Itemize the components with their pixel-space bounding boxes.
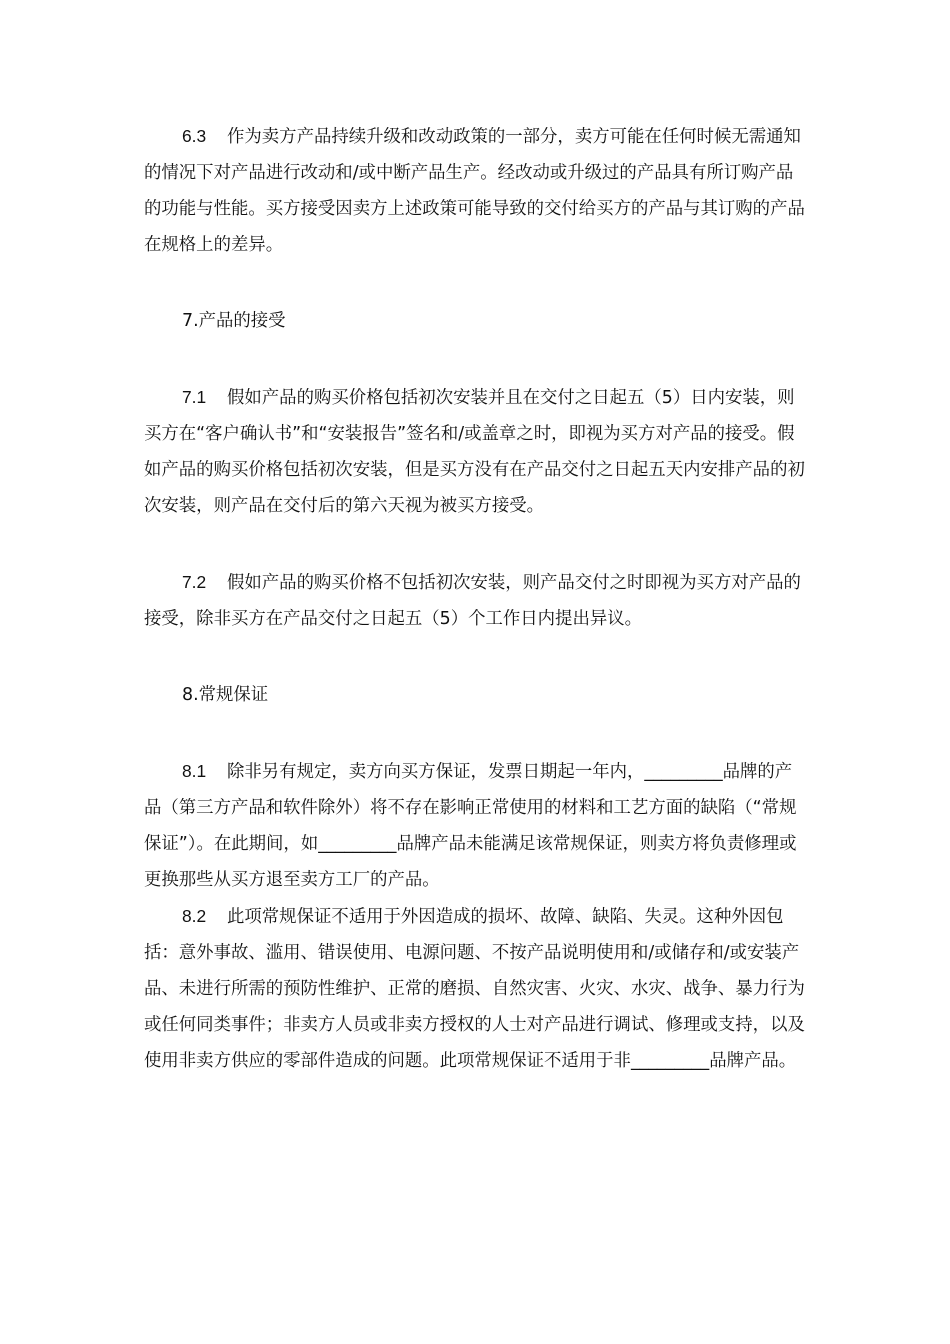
clause-number: 8.2: [182, 906, 207, 926]
clause-8-2: [144, 898, 808, 1079]
clause-number: 6.3: [182, 126, 207, 146]
clause-7-1: [144, 379, 808, 524]
clause-text: 此项常规保证不适用于外因造成的损坏、故障、缺陷、失灵。这种外因包括：意外事故、滥用、错误使用、电源问题、不按产品说明使用和/或储存和/或安装产品、未进行所需的预防性维护、正常的磨损、自然灾害、火灾、水灾、战争、暴力行为或任何同类事件；非卖方人员或非卖方授权的人士对产品进行调试、修理或支持，以及使用非卖方供应的零部件造成的问题。此项常规保证不适用于非_________品牌产品。: [144, 907, 805, 1071]
section-heading-8: 8.常规保证: [182, 685, 269, 705]
clause-8-1: [144, 753, 808, 898]
clause-number: 8.1: [182, 761, 207, 781]
section-heading-7: 7.产品的接受: [182, 311, 286, 331]
clause-text: 除非另有规定，卖方向买方保证，发票日期起一年内，_________品牌的产品（第三方产品和软件除外）将不存在影响正常使用的材料和工艺方面的缺陷（“常规保证”）。在此期间，如_________品牌产品未能满足该常规保证，则卖方将负责修理或更换那些从买方退至卖方工厂的产品。: [144, 762, 797, 890]
clause-text: 假如产品的购买价格包括初次安装并且在交付之日起五（5）日内安装，则买方在“客户确认书”和“安装报告”签名和/或盖章之时，即视为买方对产品的接受。假如产品的购买价格包括初次安装，但是买方没有在产品交付之日起五天内安排产品的初次安装，则产品在交付后的第六天视为被买方接受。: [144, 388, 805, 516]
clause-text: 假如产品的购买价格不包括初次安装，则产品交付之时即视为买方对产品的接受，除非买方在产品交付之日起五（5）个工作日内提出异议。: [144, 573, 801, 629]
clause-number: 7.1: [182, 387, 207, 407]
clause-text: 作为卖方产品持续升级和改动政策的一部分，卖方可能在任何时候无需通知的情况下对产品进行改动和/或中断产品生产。经改动或升级过的产品具有所订购产品的功能与性能。买方接受因卖方上述政策可能导致的交付给买方的产品与其订购的产品在规格上的差异。: [144, 127, 805, 255]
clause-7-2: [144, 564, 808, 637]
document-body: [144, 118, 808, 1079]
clause-number: 7.2: [182, 572, 207, 592]
clause-6-3: [144, 118, 808, 263]
